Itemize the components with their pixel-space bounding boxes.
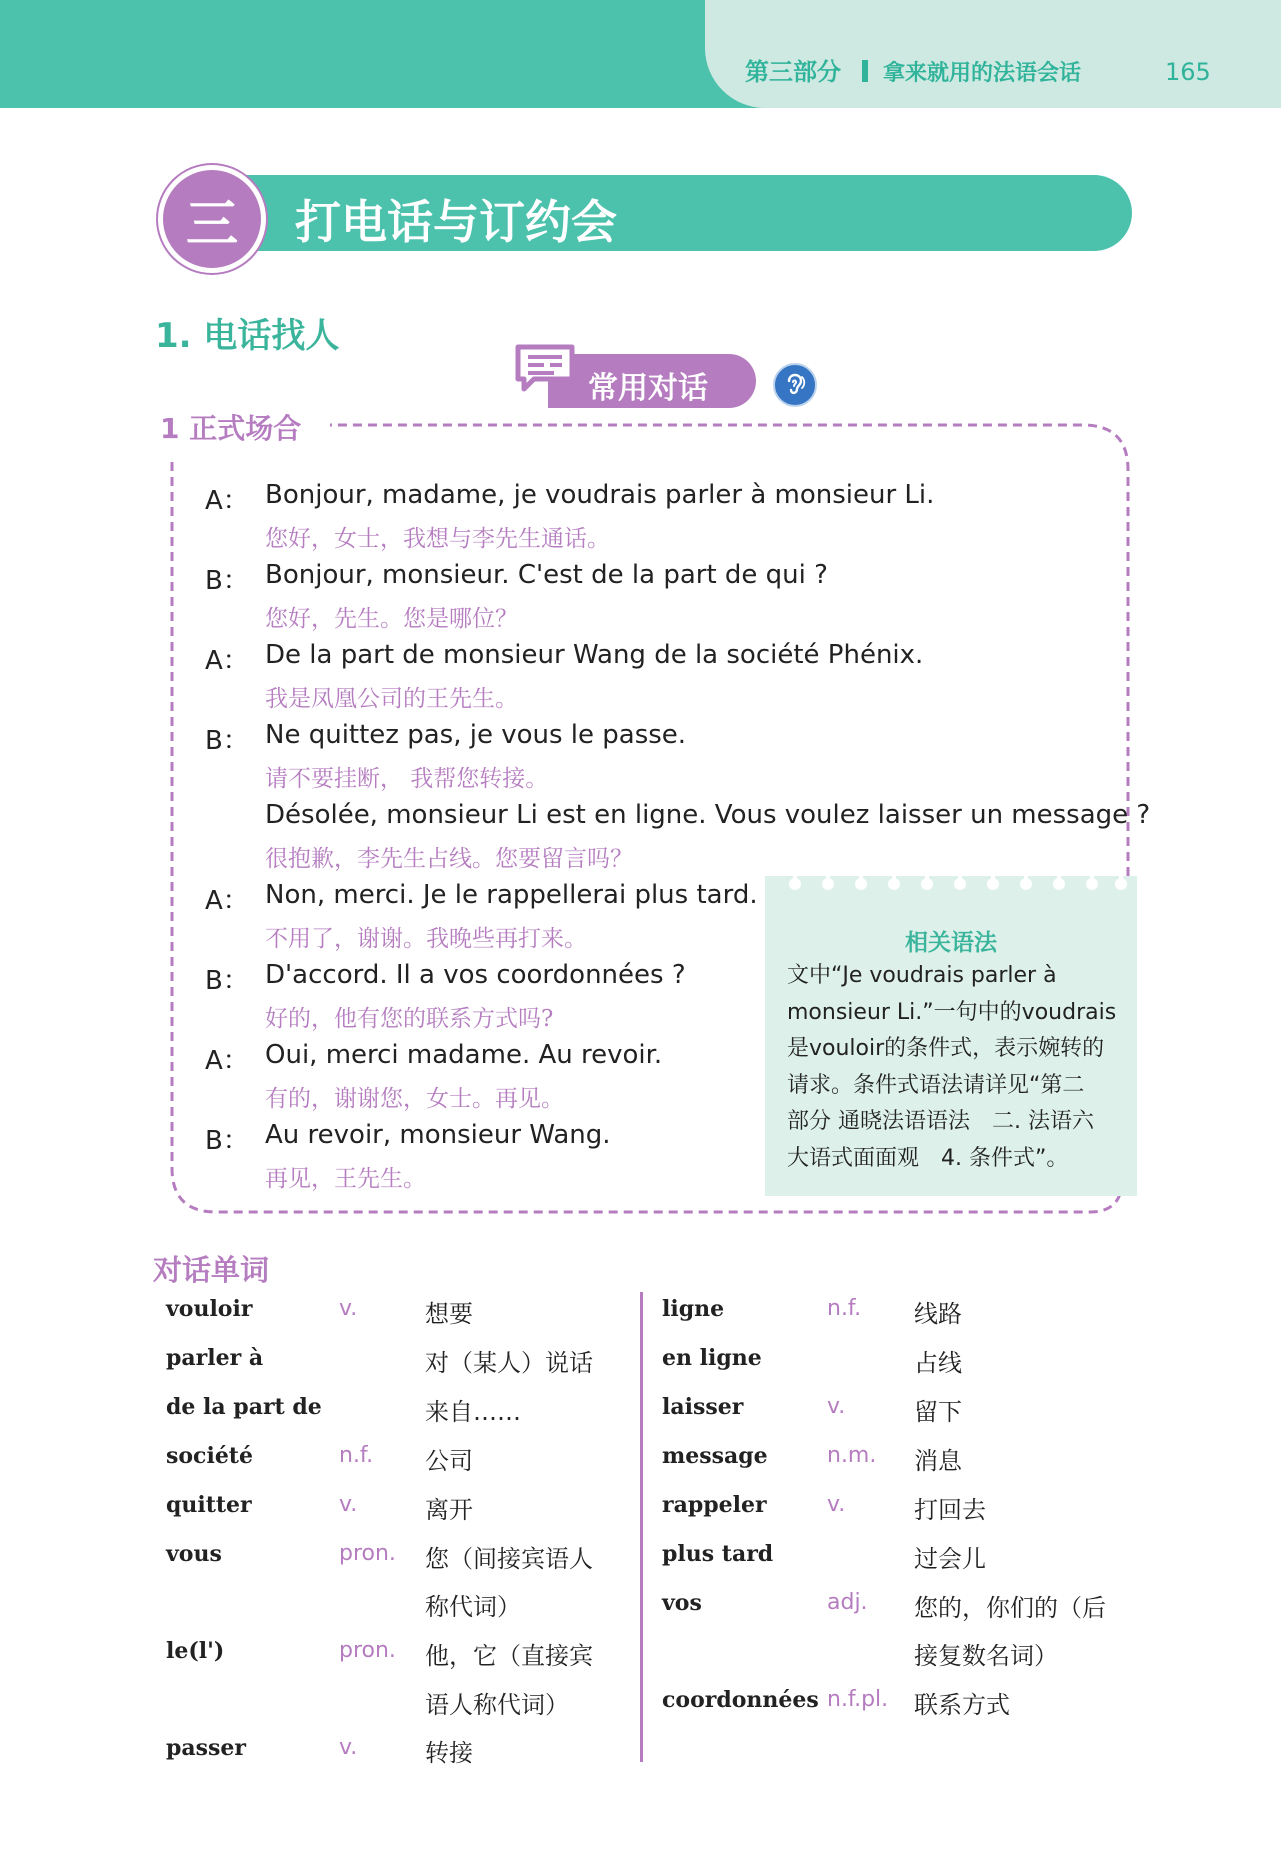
speaker: A：	[205, 646, 249, 676]
vocab-word: quitter	[166, 1492, 252, 1518]
chinese-text: 好的，他有您的联系方式吗?	[265, 1006, 554, 1032]
french-text: D'accord. Il a vos coordonnées ?	[265, 960, 686, 990]
vocab-meaning: 留下	[914, 1398, 962, 1426]
vocab-word: laisser	[662, 1394, 744, 1420]
vocab-pos: n.m.	[827, 1443, 877, 1468]
french-text: Oui, merci madame. Au revoir.	[265, 1040, 663, 1070]
note-binding-holes	[765, 868, 1137, 902]
vocab-word: vos	[662, 1590, 702, 1616]
vocab-pos: n.f.	[339, 1443, 374, 1468]
french-text: Non, merci. Je le rappellerai plus tard.	[265, 880, 758, 910]
vocab-title: 对话单词	[153, 1253, 270, 1287]
speaker: B：	[205, 966, 249, 996]
vocab-pos: n.f.pl.	[827, 1687, 889, 1712]
vocab-pos: v.	[827, 1492, 846, 1517]
vocab-meaning: 称代词）	[425, 1593, 521, 1621]
french-text: De la part de monsieur Wang de la société Phénix.	[265, 640, 924, 670]
case-title: 1 正式场合	[160, 407, 319, 447]
section-number: 三	[158, 165, 266, 273]
vocab-pos: adj.	[827, 1590, 868, 1615]
vocab-word: vouloir	[166, 1296, 253, 1322]
note-line: 大语式面面观 4. 条件式”。	[787, 1145, 1069, 1171]
vocab-word: plus tard	[662, 1541, 774, 1567]
vocab-word: rappeler	[662, 1492, 767, 1518]
note-line: 请求。条件式语法请详见“第二	[787, 1072, 1085, 1098]
chinese-text: 有的，谢谢您，女士。再见。	[265, 1086, 564, 1112]
section-title: 打电话与订约会	[295, 195, 617, 249]
speaker: B：	[205, 1126, 249, 1156]
vocab-meaning: 对（某人）说话	[425, 1349, 593, 1377]
chinese-text: 您好，女士，我想与李先生通话。	[265, 526, 610, 552]
subsection-title: 1. 电话找人	[155, 316, 340, 356]
header-subtitle: 拿来就用的法语会话	[883, 61, 1082, 86]
french-text: Bonjour, monsieur. C'est de la part de qui ?	[265, 560, 828, 590]
vocab-pos: v.	[339, 1492, 358, 1517]
vocab-meaning: 过会儿	[914, 1545, 986, 1573]
vocab-meaning: 您（间接宾语人	[425, 1545, 593, 1573]
vocab-meaning: 想要	[425, 1300, 473, 1328]
note-line: 部分 通晓法语语法 二. 法语六	[787, 1109, 1094, 1134]
vocab-word: vous	[166, 1541, 222, 1567]
vocab-word: en ligne	[662, 1345, 762, 1371]
chinese-text: 我是凤凰公司的王先生。	[265, 686, 518, 712]
speaker: A：	[205, 1046, 249, 1076]
grammar-note-text	[787, 958, 1122, 1177]
vocab-meaning: 语人称代词）	[425, 1691, 569, 1719]
note-line: 文中“Je voudrais parler à	[787, 963, 1057, 988]
vocab-pos: v.	[827, 1394, 846, 1419]
vocab-pos: v.	[339, 1735, 358, 1760]
chinese-text: 很抱歉，李先生占线。您要留言吗？	[265, 846, 633, 872]
page-number: 165	[1165, 58, 1211, 86]
note-line: monsieur Li.”一句中的voudrais	[787, 999, 1117, 1025]
chinese-text: 不用了，谢谢。我晚些再打来。	[265, 926, 587, 952]
note-line: 是vouloir的条件式，表示婉转的	[787, 1036, 1105, 1061]
vocab-pos: pron.	[339, 1638, 396, 1663]
vocab-word: coordonnées	[662, 1687, 819, 1713]
vocab-pos: v.	[339, 1296, 358, 1321]
dialogue-label: 常用对话	[588, 371, 708, 406]
vocab-pos: pron.	[339, 1541, 396, 1566]
french-text: Au revoir, monsieur Wang.	[265, 1120, 611, 1150]
french-text: Désolée, monsieur Li est en ligne. Vous voulez laisser un message ?	[265, 800, 1151, 830]
vocab-meaning: 接复数名词）	[914, 1642, 1058, 1670]
vocab-word: message	[662, 1443, 768, 1469]
french-text: Bonjour, madame, je voudrais parler à monsieur Li.	[265, 480, 935, 510]
header-part: 第三部分	[745, 58, 841, 86]
french-text: Ne quittez pas, je vous le passe.	[265, 720, 687, 750]
chinese-text: 您好，先生。您是哪位？	[265, 606, 518, 632]
vocab-pos: n.f.	[827, 1296, 862, 1321]
vocab-word: parler à	[166, 1345, 264, 1371]
vocab-meaning: 联系方式	[914, 1691, 1010, 1719]
vocab-word: société	[166, 1443, 253, 1469]
vocab-meaning: 打回去	[914, 1496, 986, 1524]
vocab-word: ligne	[662, 1296, 725, 1322]
vocab-meaning: 您的，你们的（后	[914, 1594, 1106, 1622]
vocab-meaning: 消息	[914, 1447, 962, 1475]
chinese-text: 再见，王先生。	[265, 1166, 426, 1192]
vocab-meaning: 占线	[914, 1349, 962, 1377]
speaker: B：	[205, 726, 249, 756]
vocab-meaning: 来自……	[425, 1398, 521, 1426]
vocab-meaning: 转接	[425, 1739, 473, 1767]
vocab-meaning: 离开	[425, 1496, 473, 1524]
chinese-text: 请不要挂断， 我帮您转接。	[265, 766, 549, 792]
grammar-note-title: 相关语法	[905, 930, 997, 956]
vocab-meaning: 公司	[425, 1447, 473, 1475]
speaker: A：	[205, 886, 249, 916]
vocab-meaning: 他，它（直接宾	[425, 1642, 593, 1670]
vocab-divider	[640, 1292, 643, 1762]
vocab-word: passer	[166, 1735, 246, 1761]
speaker: A：	[205, 486, 249, 516]
vocab-word: de la part de	[166, 1394, 322, 1420]
vocab-meaning: 线路	[914, 1300, 962, 1328]
vocab-word: le(l')	[166, 1638, 225, 1664]
speaker: B：	[205, 566, 249, 596]
